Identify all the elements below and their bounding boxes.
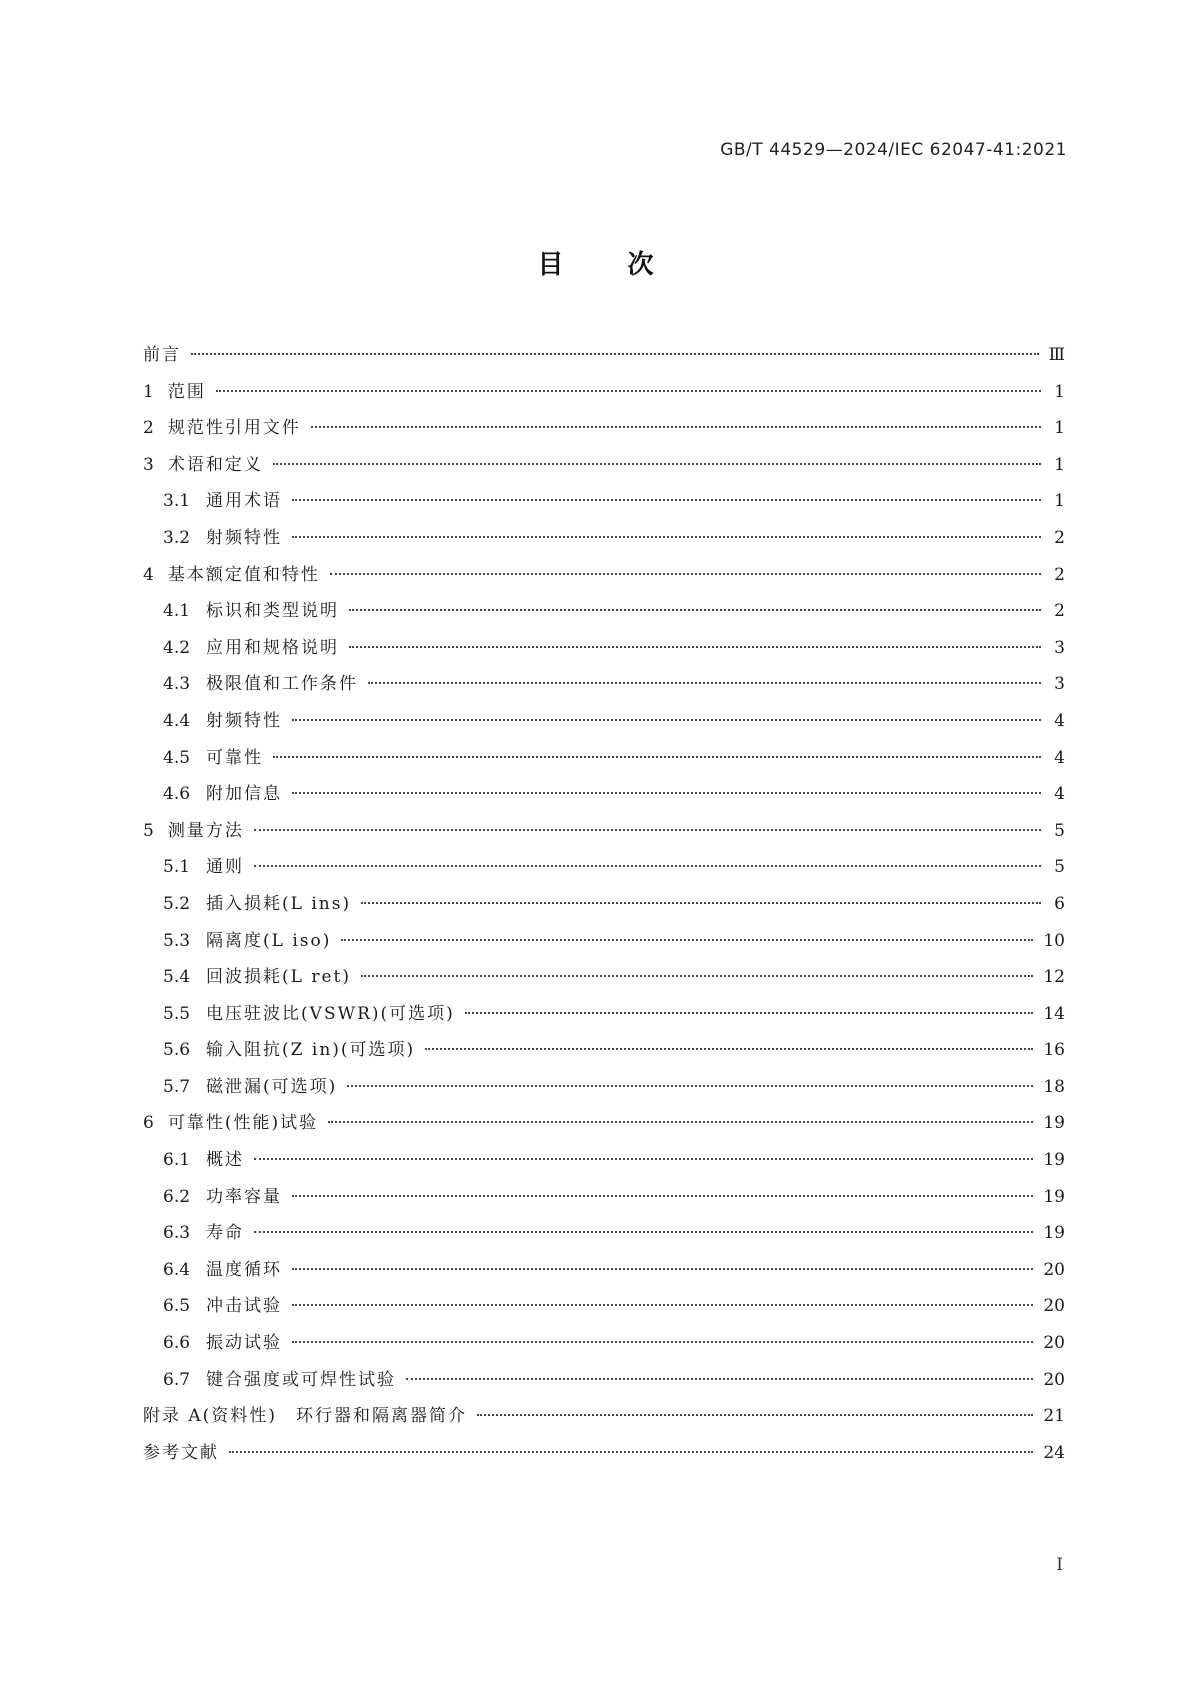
- dot-leader: [254, 1231, 1033, 1233]
- page-number: Ⅰ: [1056, 1555, 1063, 1575]
- toc-entry-number: 5.2: [163, 893, 191, 914]
- toc-entry-title: 振动试验: [206, 1333, 283, 1354]
- toc-entry-title: 回波损耗(L ret): [206, 967, 352, 988]
- toc-entry-page: 10: [1043, 930, 1065, 951]
- toc-entry-page: 20: [1043, 1333, 1065, 1354]
- toc-entry-number: 5.3: [163, 930, 191, 951]
- toc-entry[interactable]: [143, 523, 1065, 560]
- toc-entry-title: 附录 A(资料性) 环行器和隔离器简介: [143, 1406, 467, 1427]
- toc-entry-title: 可靠性: [206, 747, 264, 768]
- dot-leader: [292, 536, 1041, 538]
- toc-entry-number: 6.2: [163, 1186, 191, 1207]
- toc-entry-page: 2: [1054, 601, 1065, 622]
- dot-leader: [292, 719, 1041, 721]
- dot-leader: [273, 463, 1041, 465]
- dot-leader: [254, 1158, 1033, 1160]
- toc-entry[interactable]: [143, 1145, 1065, 1182]
- toc-entry-number: 6.7: [163, 1369, 191, 1390]
- toc-entry[interactable]: [143, 377, 1065, 414]
- toc-entry-number: 4.6: [163, 784, 191, 805]
- toc-entry-title: 术语和定义: [167, 454, 263, 475]
- toc-entry-page: 20: [1043, 1296, 1065, 1317]
- toc-entry-number: 6: [143, 1113, 154, 1134]
- dot-leader: [425, 1048, 1033, 1050]
- toc-entry-title: 参考文献: [143, 1442, 219, 1463]
- toc-entry-page: 1: [1054, 418, 1065, 439]
- toc-entry-page: 2: [1054, 564, 1065, 585]
- toc-entry[interactable]: [143, 1328, 1065, 1365]
- toc-entry-page: 3: [1054, 674, 1065, 695]
- toc-entry-title: 射频特性: [206, 527, 283, 548]
- dot-leader: [349, 646, 1041, 648]
- toc-entry-number: 4.3: [163, 674, 191, 695]
- toc-entry[interactable]: [143, 706, 1065, 743]
- toc-entry-title: 射频特性: [206, 710, 283, 731]
- toc-entry-title: 磁泄漏(可选项): [206, 1076, 338, 1097]
- toc-entry-title: 功率容量: [206, 1186, 283, 1207]
- toc-entry[interactable]: [143, 743, 1065, 780]
- dot-leader: [191, 353, 1039, 355]
- toc-entry-title: 寿命: [206, 1223, 245, 1244]
- dot-leader: [254, 829, 1041, 831]
- toc-entry[interactable]: [143, 633, 1065, 670]
- toc-entry-number: 5.1: [163, 857, 191, 878]
- toc-entry[interactable]: [143, 779, 1065, 816]
- toc-entry-number: 6.4: [163, 1259, 191, 1280]
- toc-entry-page: 20: [1043, 1259, 1065, 1280]
- page-title: 目次: [537, 250, 718, 280]
- dot-leader: [330, 573, 1041, 575]
- toc-entry-title: 规范性引用文件: [167, 418, 301, 439]
- toc-entry-title: 冲击试验: [206, 1296, 283, 1317]
- toc-entry[interactable]: [143, 889, 1065, 926]
- dot-leader: [292, 1268, 1033, 1270]
- toc-entry[interactable]: [143, 1401, 1065, 1438]
- toc-entry[interactable]: [143, 1182, 1065, 1219]
- toc-entry-page: 18: [1043, 1076, 1065, 1097]
- toc-entry[interactable]: [143, 1035, 1065, 1072]
- dot-leader: [292, 792, 1041, 794]
- dot-leader: [292, 499, 1041, 501]
- toc-entry[interactable]: [143, 340, 1065, 377]
- toc-entry-page: Ⅲ: [1048, 345, 1065, 365]
- toc-entry-title: 插入损耗(L ins): [206, 893, 352, 914]
- toc-entry-number: 6.5: [163, 1296, 191, 1317]
- toc-entry-page: 19: [1043, 1150, 1065, 1171]
- toc-entry-title: 测量方法: [167, 820, 244, 841]
- toc-entry-title: 概述: [206, 1150, 245, 1171]
- toc-entry-number: 5.4: [163, 967, 191, 988]
- toc-entry-number: 4.4: [163, 710, 191, 731]
- toc-entry[interactable]: [143, 450, 1065, 487]
- toc-entry-page: 1: [1054, 491, 1065, 512]
- toc-entry[interactable]: [143, 1291, 1065, 1328]
- dot-leader: [465, 1012, 1034, 1014]
- toc-entry-page: 5: [1054, 857, 1065, 878]
- toc-entry-page: 4: [1054, 747, 1065, 768]
- toc-entry-number: 6.3: [163, 1223, 191, 1244]
- toc-entry-number: 6.1: [163, 1150, 191, 1171]
- dot-leader: [368, 682, 1041, 684]
- standard-number: GB/T 44529—2024/IEC 62047-41:2021: [720, 140, 1067, 160]
- toc-entry[interactable]: [143, 596, 1065, 633]
- toc-entry-number: 5: [143, 820, 154, 841]
- toc-entry-title: 标识和类型说明: [206, 601, 340, 622]
- toc-entry[interactable]: [143, 1072, 1065, 1109]
- toc-entry-page: 12: [1043, 967, 1065, 988]
- toc-entry-number: 3.2: [163, 527, 191, 548]
- toc-entry-page: 4: [1054, 710, 1065, 731]
- toc-entry[interactable]: [143, 1218, 1065, 1255]
- dot-leader: [349, 609, 1041, 611]
- dot-leader: [341, 939, 1033, 941]
- toc-entry-page: 1: [1054, 454, 1065, 475]
- toc-entry-title: 前言: [143, 345, 181, 365]
- dot-leader: [328, 1121, 1033, 1123]
- dot-leader: [254, 865, 1041, 867]
- toc-entry-page: 24: [1043, 1442, 1065, 1463]
- toc-entry-number: 4.5: [163, 747, 191, 768]
- toc-entry-title: 通用术语: [206, 491, 283, 512]
- toc-entry[interactable]: [143, 1365, 1065, 1402]
- toc-entry[interactable]: [143, 669, 1065, 706]
- toc-entry[interactable]: [143, 962, 1065, 999]
- table-of-contents: [143, 340, 1065, 1474]
- toc-entry-number: 2: [143, 418, 154, 439]
- toc-entry-title: 可靠性(性能)试验: [167, 1113, 319, 1134]
- toc-entry-title: 键合强度或可焊性试验: [206, 1369, 397, 1390]
- toc-entry[interactable]: [143, 1438, 1065, 1475]
- toc-entry[interactable]: [143, 486, 1065, 523]
- toc-entry-page: 20: [1043, 1369, 1065, 1390]
- toc-entry-number: 5.6: [163, 1040, 191, 1061]
- toc-entry-number: 1: [143, 381, 154, 402]
- dot-leader: [229, 1451, 1033, 1453]
- toc-entry-title: 隔离度(L iso): [206, 930, 332, 951]
- toc-entry-number: 4.2: [163, 637, 191, 658]
- toc-entry[interactable]: [143, 413, 1065, 450]
- toc-entry[interactable]: [143, 852, 1065, 889]
- toc-entry-title: 范围: [167, 381, 206, 402]
- toc-entry-page: 5: [1054, 820, 1065, 841]
- dot-leader: [216, 390, 1041, 392]
- toc-entry-number: 5.5: [163, 1003, 191, 1024]
- toc-entry-title: 输入阻抗(Z in)(可选项): [206, 1040, 416, 1061]
- toc-entry-title: 应用和规格说明: [206, 637, 340, 658]
- toc-entry-number: 3.1: [163, 491, 191, 512]
- toc-entry-page: 19: [1043, 1223, 1065, 1244]
- toc-entry-page: 3: [1054, 637, 1065, 658]
- toc-entry[interactable]: [143, 999, 1065, 1036]
- dot-leader: [361, 975, 1033, 977]
- toc-entry[interactable]: [143, 1108, 1065, 1145]
- toc-entry-number: 6.6: [163, 1333, 191, 1354]
- toc-entry-number: 4.1: [163, 601, 191, 622]
- dot-leader: [292, 1304, 1033, 1306]
- toc-entry-title: 附加信息: [206, 784, 283, 805]
- toc-entry-number: 3: [143, 454, 154, 475]
- toc-entry-title: 通则: [206, 857, 245, 878]
- toc-entry-page: 2: [1054, 527, 1065, 548]
- toc-entry-page: 16: [1043, 1040, 1065, 1061]
- dot-leader: [273, 756, 1041, 758]
- toc-entry-title: 极限值和工作条件: [206, 674, 359, 695]
- dot-leader: [292, 1195, 1033, 1197]
- toc-entry-page: 19: [1043, 1113, 1065, 1134]
- toc-entry-page: 6: [1054, 893, 1065, 914]
- toc-entry[interactable]: [143, 816, 1065, 853]
- toc-entry-page: 1: [1054, 381, 1065, 402]
- toc-entry-page: 4: [1054, 784, 1065, 805]
- dot-leader: [406, 1378, 1033, 1380]
- toc-entry-page: 21: [1043, 1406, 1065, 1427]
- toc-entry-number: 4: [143, 564, 154, 585]
- dot-leader: [292, 1341, 1033, 1343]
- dot-leader: [311, 426, 1041, 428]
- dot-leader: [361, 902, 1041, 904]
- toc-entry[interactable]: [143, 926, 1065, 963]
- toc-entry[interactable]: [143, 560, 1065, 597]
- toc-entry-page: 19: [1043, 1186, 1065, 1207]
- toc-entry-number: 5.7: [163, 1076, 191, 1097]
- toc-entry-title: 温度循环: [206, 1259, 283, 1280]
- dot-leader: [347, 1085, 1033, 1087]
- toc-entry[interactable]: [143, 1255, 1065, 1292]
- toc-entry-page: 14: [1043, 1003, 1065, 1024]
- toc-entry-title: 电压驻波比(VSWR)(可选项): [206, 1003, 455, 1024]
- dot-leader: [477, 1414, 1033, 1416]
- toc-entry-title: 基本额定值和特性: [167, 564, 320, 585]
